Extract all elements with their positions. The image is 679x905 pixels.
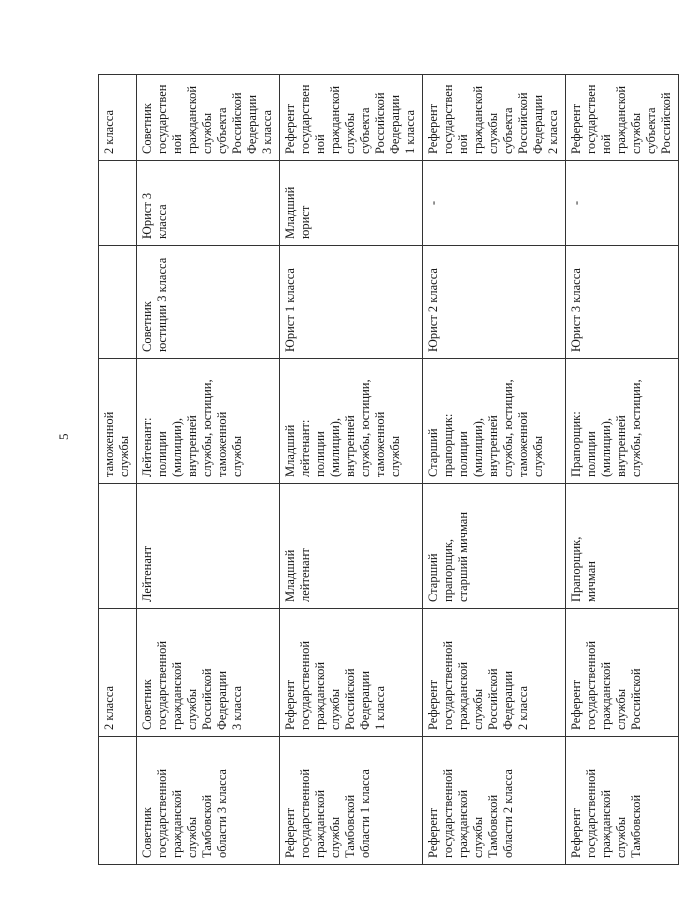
table-cell: Юрист 2 класса — [423, 246, 566, 359]
table-cell: - — [423, 161, 566, 246]
table-row — [99, 75, 137, 865]
table-cell: 2 класса — [99, 75, 137, 161]
table-cell: Прапорщик: полиции (милиции), внутренней службы, юстиции, — [566, 359, 679, 484]
table-cell: Младший лейтенант: полиции (милиции), внутренней службы, юстиции, таможенной службы — [280, 359, 423, 484]
table-cell: Советник государственной гражданской службы Российской Федерации 3 класса — [137, 609, 280, 737]
table-cell: таможенной службы — [99, 359, 137, 484]
table-cell: Юрист 1 класса — [280, 246, 423, 359]
table-cell — [99, 161, 137, 246]
table-cell: - — [566, 161, 679, 246]
table-cell: Лейтенант — [137, 484, 280, 609]
table-row — [280, 75, 423, 865]
table-cell: Референт государственной гражданской службы субъекта Российской — [566, 75, 679, 161]
table-cell: Старший прапорщик, старший мичман — [423, 484, 566, 609]
table-row — [137, 75, 280, 865]
table-cell — [99, 737, 137, 865]
table-cell: Советник государственной гражданской службы Тамбовской области 3 класса — [137, 737, 280, 865]
table-cell: Референт государственной гражданской службы субъекта Российской Федерации 1 класса — [280, 75, 423, 161]
table-cell: Референт государственной гражданской службы Российской Федерации 1 класса — [280, 609, 423, 737]
table-cell — [99, 246, 137, 359]
table-cell: Юрист 3 класса — [137, 161, 280, 246]
rank-correspondence-table — [98, 74, 679, 865]
table-cell: Референт государственной гражданской службы субъекта Российской Федерации 2 класса — [423, 75, 566, 161]
table-cell: 2 класса — [99, 609, 137, 737]
table-cell: Прапорщик, мичман — [566, 484, 679, 609]
table-cell: Референт государственной гражданской службы Тамбовской — [566, 737, 679, 865]
table-cell: Младший лейтенант — [280, 484, 423, 609]
table-cell: Юрист 3 класса — [566, 246, 679, 359]
table-cell: Референт государственной гражданской службы Российской Федерации 2 класса — [423, 609, 566, 737]
table-cell: Референт государственной гражданской службы Тамбовской области 1 класса — [280, 737, 423, 865]
table-cell — [99, 484, 137, 609]
rank-correspondence-table-wrapper — [98, 75, 673, 865]
table-cell: Старший прапорщик: полиции (милиции), внутренней службы, юстиции, таможенной службы — [423, 359, 566, 484]
table-cell: Референт государственной гражданской службы Тамбовской области 2 класса — [423, 737, 566, 865]
table-cell: Советник государственной гражданской службы субъекта Российской Федерации 3 класса — [137, 75, 280, 161]
table-row — [423, 75, 566, 865]
table-cell: Лейтенант: полиции (милиции), внутренней службы, юстиции, таможенной службы — [137, 359, 280, 484]
table-cell: Младший юрист — [280, 161, 423, 246]
table-row — [566, 75, 679, 865]
table-cell: Референт государственной гражданской службы Российской — [566, 609, 679, 737]
table-cell: Советник юстиции 3 класса — [137, 246, 280, 359]
page-number: 5 — [56, 433, 71, 440]
